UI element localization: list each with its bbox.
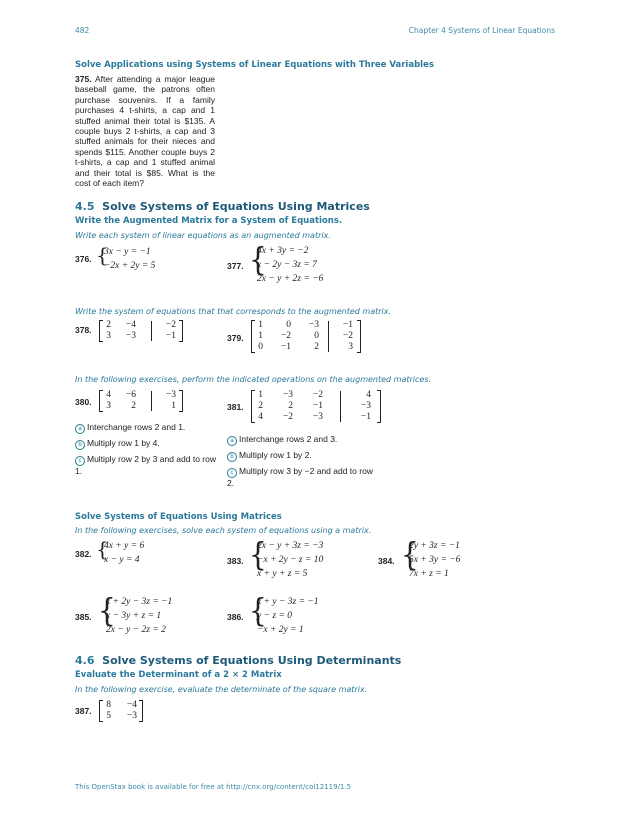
option-c: c Multiply row 3 by −2 and add to row 2. bbox=[227, 466, 373, 488]
matrix-row: 5 −3 bbox=[106, 711, 137, 721]
brace-icon: { bbox=[96, 243, 109, 267]
equation: 5x + 3y = −6 bbox=[409, 555, 461, 565]
page-number: 482 bbox=[75, 26, 90, 35]
matrix-row: 3 2 1 bbox=[106, 401, 176, 411]
brace-icon: { bbox=[98, 591, 116, 630]
equation: −x + 2y = 1 bbox=[257, 625, 304, 635]
matrix-row: 1 −3 −2 4 bbox=[258, 390, 371, 400]
equation: −2x + 2y = 5 bbox=[104, 261, 156, 271]
augmented-matrix-379 bbox=[251, 320, 361, 353]
brace-icon: { bbox=[249, 591, 267, 630]
equation: y − z = 0 bbox=[257, 611, 292, 621]
equation: 3x − y = −1 bbox=[104, 247, 151, 257]
equation: x − y = 4 bbox=[104, 555, 140, 565]
exercise-text: After attending a major league baseball game, the patrons often purchase souvenirs. If a family purchases 4 t-shirts, a cap and 1 stuffed animal their total is $135. A couple buys 2 t-shirts, a cap and 3 stuffed animals for their nieces and spends $115. Another couple buys 2 t-shirts, a cap and 1 stuffed animal and their total is $85. What is the cost of each item? bbox=[75, 74, 215, 189]
section-number: 4.5 bbox=[75, 200, 95, 213]
section-title: Solve Systems of Equations Using Determinants bbox=[102, 654, 402, 667]
subheading-solve-matrices: Solve Systems of Equations Using Matrices bbox=[75, 512, 282, 522]
matrix-row: 1 −2 0 −2 bbox=[258, 331, 353, 341]
option-c: c Multiply row 2 by 3 and add to row 1. bbox=[75, 454, 216, 476]
brace-icon: { bbox=[401, 535, 419, 574]
instruction-augmented: Write each system of linear equations as an augmented matrix. bbox=[75, 231, 331, 240]
circled-letter-icon: c bbox=[75, 456, 85, 466]
equation: 7x + z = 1 bbox=[409, 569, 449, 579]
augment-divider bbox=[340, 391, 341, 422]
equation: 4x + 3y = −2 bbox=[257, 246, 309, 256]
section-number: 4.6 bbox=[75, 654, 95, 667]
section-4-5-heading bbox=[75, 200, 370, 213]
instruction-determinant: In the following exercise, evaluate the determinate of the square matrix. bbox=[75, 685, 368, 694]
matrix-row: 1 0 −3 −1 bbox=[258, 320, 353, 330]
instruction-operations: In the following exercises, perform the indicated operations on the augmented matrices. bbox=[75, 375, 432, 384]
augment-divider bbox=[328, 321, 329, 352]
matrix-row: 2 2 −1 −3 bbox=[258, 401, 371, 411]
matrix-row: 2 −4 −2 bbox=[106, 320, 176, 330]
circled-letter-icon: a bbox=[75, 424, 85, 434]
augment-divider bbox=[151, 391, 152, 411]
exercise-377-number: 377. bbox=[227, 261, 244, 271]
matrix-row: 0 −1 2 3 bbox=[258, 342, 353, 352]
circled-letter-icon: c bbox=[227, 468, 237, 478]
equation: x + y + z = 5 bbox=[257, 569, 308, 579]
circled-letter-icon: a bbox=[227, 436, 237, 446]
equation: x − 2y − 3z = 7 bbox=[257, 260, 317, 270]
section-title: Solve Systems of Equations Using Matrices bbox=[102, 200, 370, 213]
exercise-379-number: 379. bbox=[227, 333, 244, 343]
option-b: b Multiply row 1 by 4. bbox=[75, 438, 220, 450]
subheading-determinant: Evaluate the Determinant of a 2 × 2 Matrix bbox=[75, 670, 282, 680]
brace-icon: { bbox=[249, 535, 267, 574]
exercise-386-number: 386. bbox=[227, 612, 244, 622]
exercise-380-number: 380. bbox=[75, 397, 92, 407]
chapter-title: Chapter 4 Systems of Linear Equations bbox=[408, 26, 555, 35]
option-b: b Multiply row 1 by 2. bbox=[227, 450, 377, 462]
exercise-387-number: 387. bbox=[75, 706, 92, 716]
square-matrix-387 bbox=[99, 700, 143, 722]
exercise-376-number: 376. bbox=[75, 254, 92, 264]
instruction-write-system: Write the system of equations that that corresponds to the augmented matrix. bbox=[75, 307, 392, 316]
exercise-384-number: 384. bbox=[378, 556, 395, 566]
matrix-row: 4 −6 −3 bbox=[106, 390, 176, 400]
exercise-375 bbox=[75, 74, 215, 188]
footer-note: This OpenStax book is available for free at http://cnx.org/content/col12119/1.5 bbox=[75, 783, 352, 791]
exercise-383-number: 383. bbox=[227, 556, 244, 566]
equation: x − 3y + z = 1 bbox=[106, 611, 162, 621]
circled-letter-icon: b bbox=[227, 452, 237, 462]
exercise-381-options bbox=[227, 434, 377, 489]
exercise-378-number: 378. bbox=[75, 325, 92, 335]
matrix-row: 4 −2 −3 −1 bbox=[258, 412, 371, 422]
equation: 2y + 3z = −1 bbox=[409, 541, 460, 551]
equation: x + 2y − 3z = −1 bbox=[106, 597, 173, 607]
option-a: a Interchange rows 2 and 3. bbox=[227, 434, 377, 446]
augmented-matrix-380 bbox=[99, 390, 183, 412]
exercise-number: 375. bbox=[75, 74, 92, 84]
exercise-382-number: 382. bbox=[75, 549, 92, 559]
option-a: a Interchange rows 2 and 1. bbox=[75, 422, 220, 434]
equation: 4x + y = 6 bbox=[104, 541, 145, 551]
section-4-6-heading bbox=[75, 654, 401, 667]
instruction-solve: In the following exercises, solve each system of equations using a matrix. bbox=[75, 526, 372, 535]
equation: 2x − y + 3z = −3 bbox=[257, 541, 324, 551]
augment-divider bbox=[151, 321, 152, 341]
brace-icon: { bbox=[249, 240, 267, 279]
equation: 2x − y − 2z = 2 bbox=[106, 625, 166, 635]
equation: 2x − y + 2z = −6 bbox=[257, 274, 324, 284]
circled-letter-icon: b bbox=[75, 440, 85, 450]
augmented-matrix-378 bbox=[99, 320, 183, 342]
matrix-row: 3 −3 −1 bbox=[106, 331, 176, 341]
matrix-row: 8 −4 bbox=[106, 700, 137, 710]
brace-icon: { bbox=[96, 537, 109, 561]
exercise-381-number: 381. bbox=[227, 402, 244, 412]
equation: −x + 2y − z = 10 bbox=[257, 555, 324, 565]
equation: x + y − 3z = −1 bbox=[257, 597, 319, 607]
exercise-380-options bbox=[75, 422, 220, 477]
augmented-matrix-381 bbox=[251, 390, 381, 423]
section-heading-applications: Solve Applications using Systems of Linear Equations with Three Variables bbox=[75, 60, 434, 70]
exercise-385-number: 385. bbox=[75, 612, 92, 622]
subheading-augmented: Write the Augmented Matrix for a System of Equations. bbox=[75, 216, 343, 226]
